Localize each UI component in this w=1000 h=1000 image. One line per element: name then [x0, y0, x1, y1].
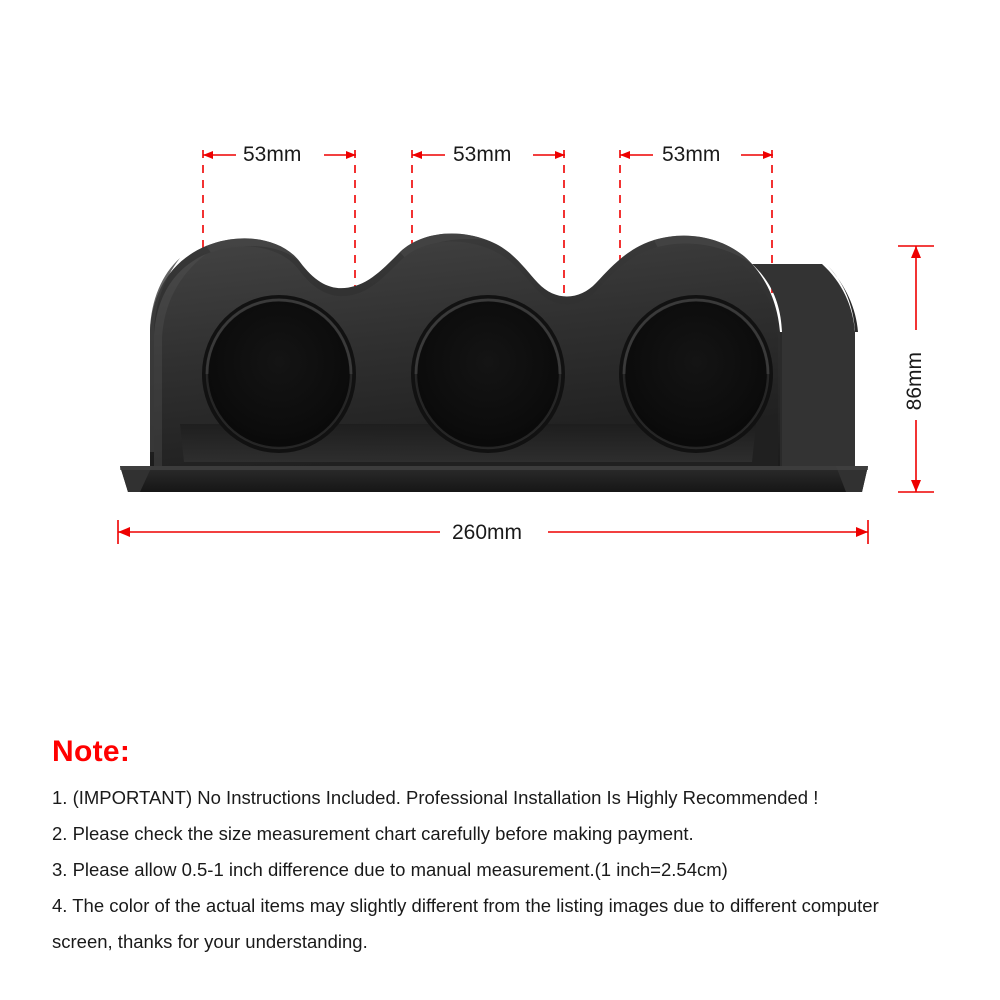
note-line-4: 4. The color of the actual items may slightly different from the listing images due to different computer	[52, 895, 879, 916]
gauge-pod-housing	[120, 234, 868, 492]
note-line-5: screen, thanks for your understanding.	[52, 931, 368, 952]
note-line-3: 3. Please allow 0.5-1 inch difference due to manual measurement.(1 inch=2.54cm)	[52, 859, 728, 880]
dimension-label-overall-width: 260mm	[452, 521, 523, 544]
dimension-label-pod-3: 53mm	[662, 143, 721, 166]
note-title: Note:	[52, 735, 131, 768]
dimension-label-pod-1: 53mm	[243, 143, 302, 166]
note-line-1: 1. (IMPORTANT) No Instructions Included. Professional Installation Is Highly Recommended !	[52, 787, 819, 808]
note-line-2: 2. Please check the size measurement chart carefully before making payment.	[52, 823, 694, 844]
gauge-hole-1	[202, 295, 356, 453]
dimension-label-overall-height: 86mm	[903, 352, 926, 411]
dimension-label-pod-2: 53mm	[453, 143, 512, 166]
gauge-hole-3	[619, 295, 773, 453]
gauge-hole-2	[411, 295, 565, 453]
note-section	[52, 735, 972, 956]
